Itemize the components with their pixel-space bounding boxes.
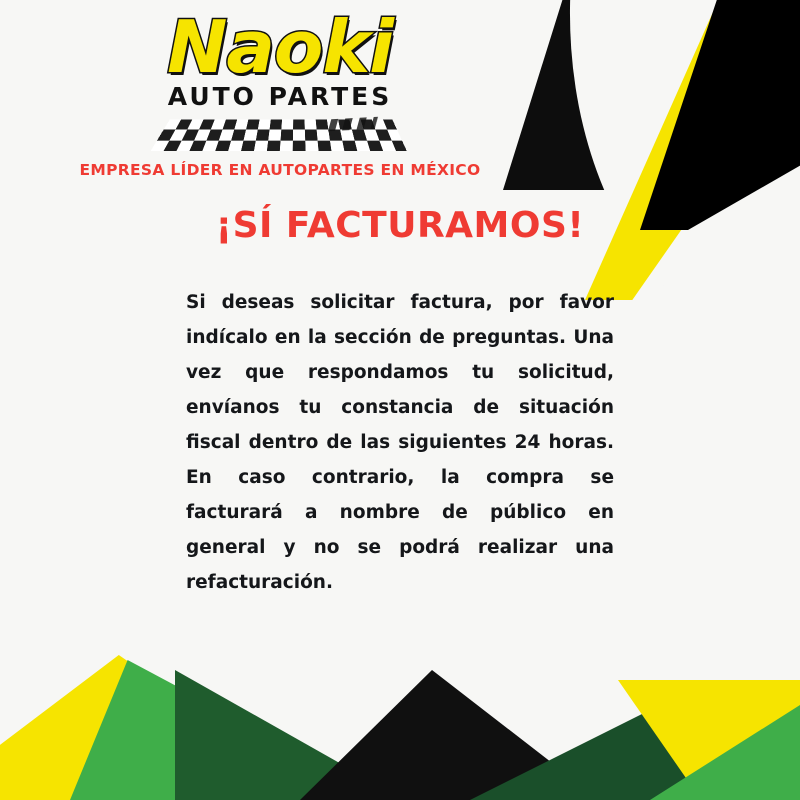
- body-text: Si deseas solicitar factura, por favor indícalo en la sección de preguntas. Una vez que respondamos tu solicitud, envíanos tu constancia de situación fiscal dentro de las siguientes 24 horas. En caso contrario, la compra se facturará a nombre de público en general y no se podrá realizar una refacturación.: [186, 292, 614, 593]
- brand-tagline: EMPRESA LÍDER EN AUTOPARTES EN MÉXICO: [79, 161, 481, 179]
- page-title: ¡SÍ FACTURAMOS!: [215, 205, 585, 246]
- brand-subtitle: AUTO PARTES: [167, 82, 393, 111]
- corner-decoration-bottom: [0, 620, 800, 800]
- brand-name: Naoki: [167, 5, 393, 89]
- brand-header: [0, 5, 560, 179]
